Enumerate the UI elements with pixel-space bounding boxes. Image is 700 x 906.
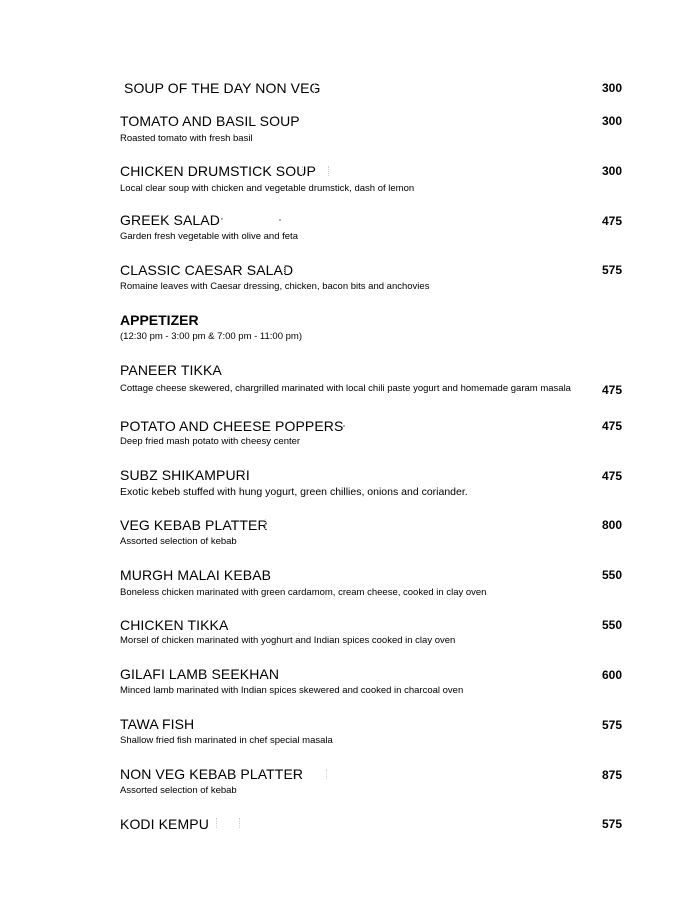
scan-artifact xyxy=(328,166,330,176)
scan-artifact xyxy=(244,469,246,479)
menu-item-price: 550 xyxy=(601,568,622,582)
menu-item-price: 875 xyxy=(601,768,622,782)
menu-item-name: GILAFI LAMB SEEKHAN xyxy=(120,666,280,682)
menu-item-price: 600 xyxy=(601,668,622,682)
menu-item-name: PANEER TIKKA xyxy=(120,362,222,378)
menu-item-name: SUBZ SHIKAMPURI xyxy=(120,467,250,483)
menu-item-description: Morsel of chicken marinated with yoghurt and Indian spices cooked in clay oven xyxy=(120,635,456,646)
menu-item-name: KODI KEMPU xyxy=(120,816,209,832)
menu-item-description: Boneless chicken marinated with green cardamom, cream cheese, cooked in clay oven xyxy=(120,587,487,598)
section-title: APPETIZER xyxy=(120,312,199,328)
menu-item-name: VEG KEBAB PLATTER xyxy=(120,517,268,533)
menu-item-price: 300 xyxy=(601,81,622,95)
scan-artifact xyxy=(314,83,316,93)
menu-item-price: 475 xyxy=(601,214,622,228)
scan-artifact xyxy=(279,219,281,221)
menu-item-name: MURGH MALAI KEBAB xyxy=(120,567,272,583)
menu-item-description: Minced lamb marinated with Indian spices skewered and cooked in charcoal oven xyxy=(120,685,464,696)
scan-artifact xyxy=(221,218,223,220)
menu-item-description: Local clear soup with chicken and vegetable drumstick, dash of lemon xyxy=(120,183,415,194)
menu-item-name: POTATO AND CHEESE POPPERS xyxy=(120,418,344,434)
scan-artifact xyxy=(343,425,345,427)
menu-item-description: Roasted tomato with fresh basil xyxy=(120,133,253,144)
scan-artifact xyxy=(326,769,328,779)
menu-item-description: Shallow fried fish marinated in chef special masala xyxy=(120,735,333,746)
scan-artifact xyxy=(302,166,304,176)
menu-item-description: Assorted selection of kebab xyxy=(120,536,237,547)
menu-item-name: SOUP OF THE DAY NON VEG xyxy=(124,80,321,96)
menu-item-price: 575 xyxy=(601,263,622,277)
menu-item-description: Exotic kebeb stuffed with hung yogurt, green chillies, onions and coriander. xyxy=(120,486,468,498)
menu-item-price: 300 xyxy=(601,164,622,178)
menu-item-name: NON VEG KEBAB PLATTER xyxy=(120,766,304,782)
menu-item-price: 575 xyxy=(601,817,622,831)
menu-item-name: CHICKEN DRUMSTICK SOUP xyxy=(120,163,316,179)
menu-item-description: Cottage cheese skewered, chargrilled marinated with local chili paste yogurt and homemade garam masala xyxy=(120,383,571,394)
menu-item-price: 300 xyxy=(601,114,622,128)
menu-item-name: CLASSIC CAESAR SALAD xyxy=(120,262,294,278)
menu-item-price: 475 xyxy=(601,469,622,483)
scan-artifact xyxy=(216,818,218,828)
menu-item-description: Deep fried mash potato with cheesy center xyxy=(120,436,301,447)
scan-artifact xyxy=(239,818,241,828)
menu-item-price: 475 xyxy=(601,383,622,397)
menu-item-description: Assorted selection of kebab xyxy=(120,785,237,796)
menu-item-price: 800 xyxy=(601,518,622,532)
scan-artifact xyxy=(284,265,286,275)
menu-item-name: CHICKEN TIKKA xyxy=(120,617,229,633)
menu-item-description: Garden fresh vegetable with olive and feta xyxy=(120,231,298,242)
scan-artifact xyxy=(265,519,267,529)
menu-item-name: GREEK SALAD xyxy=(120,212,220,228)
menu-item-price: 575 xyxy=(601,718,622,732)
scan-artifact xyxy=(293,769,295,779)
menu-item-name: TOMATO AND BASIL SOUP xyxy=(120,113,300,129)
menu-item-description: Romaine leaves with Caesar dressing, chicken, bacon bits and anchovies xyxy=(120,281,430,292)
menu-item-price: 475 xyxy=(601,419,622,433)
menu-item-price: 550 xyxy=(601,618,622,632)
section-hours: (12:30 pm - 3:00 pm & 7:00 pm - 11:00 pm) xyxy=(120,331,302,342)
menu-item-name: TAWA FISH xyxy=(120,716,195,732)
